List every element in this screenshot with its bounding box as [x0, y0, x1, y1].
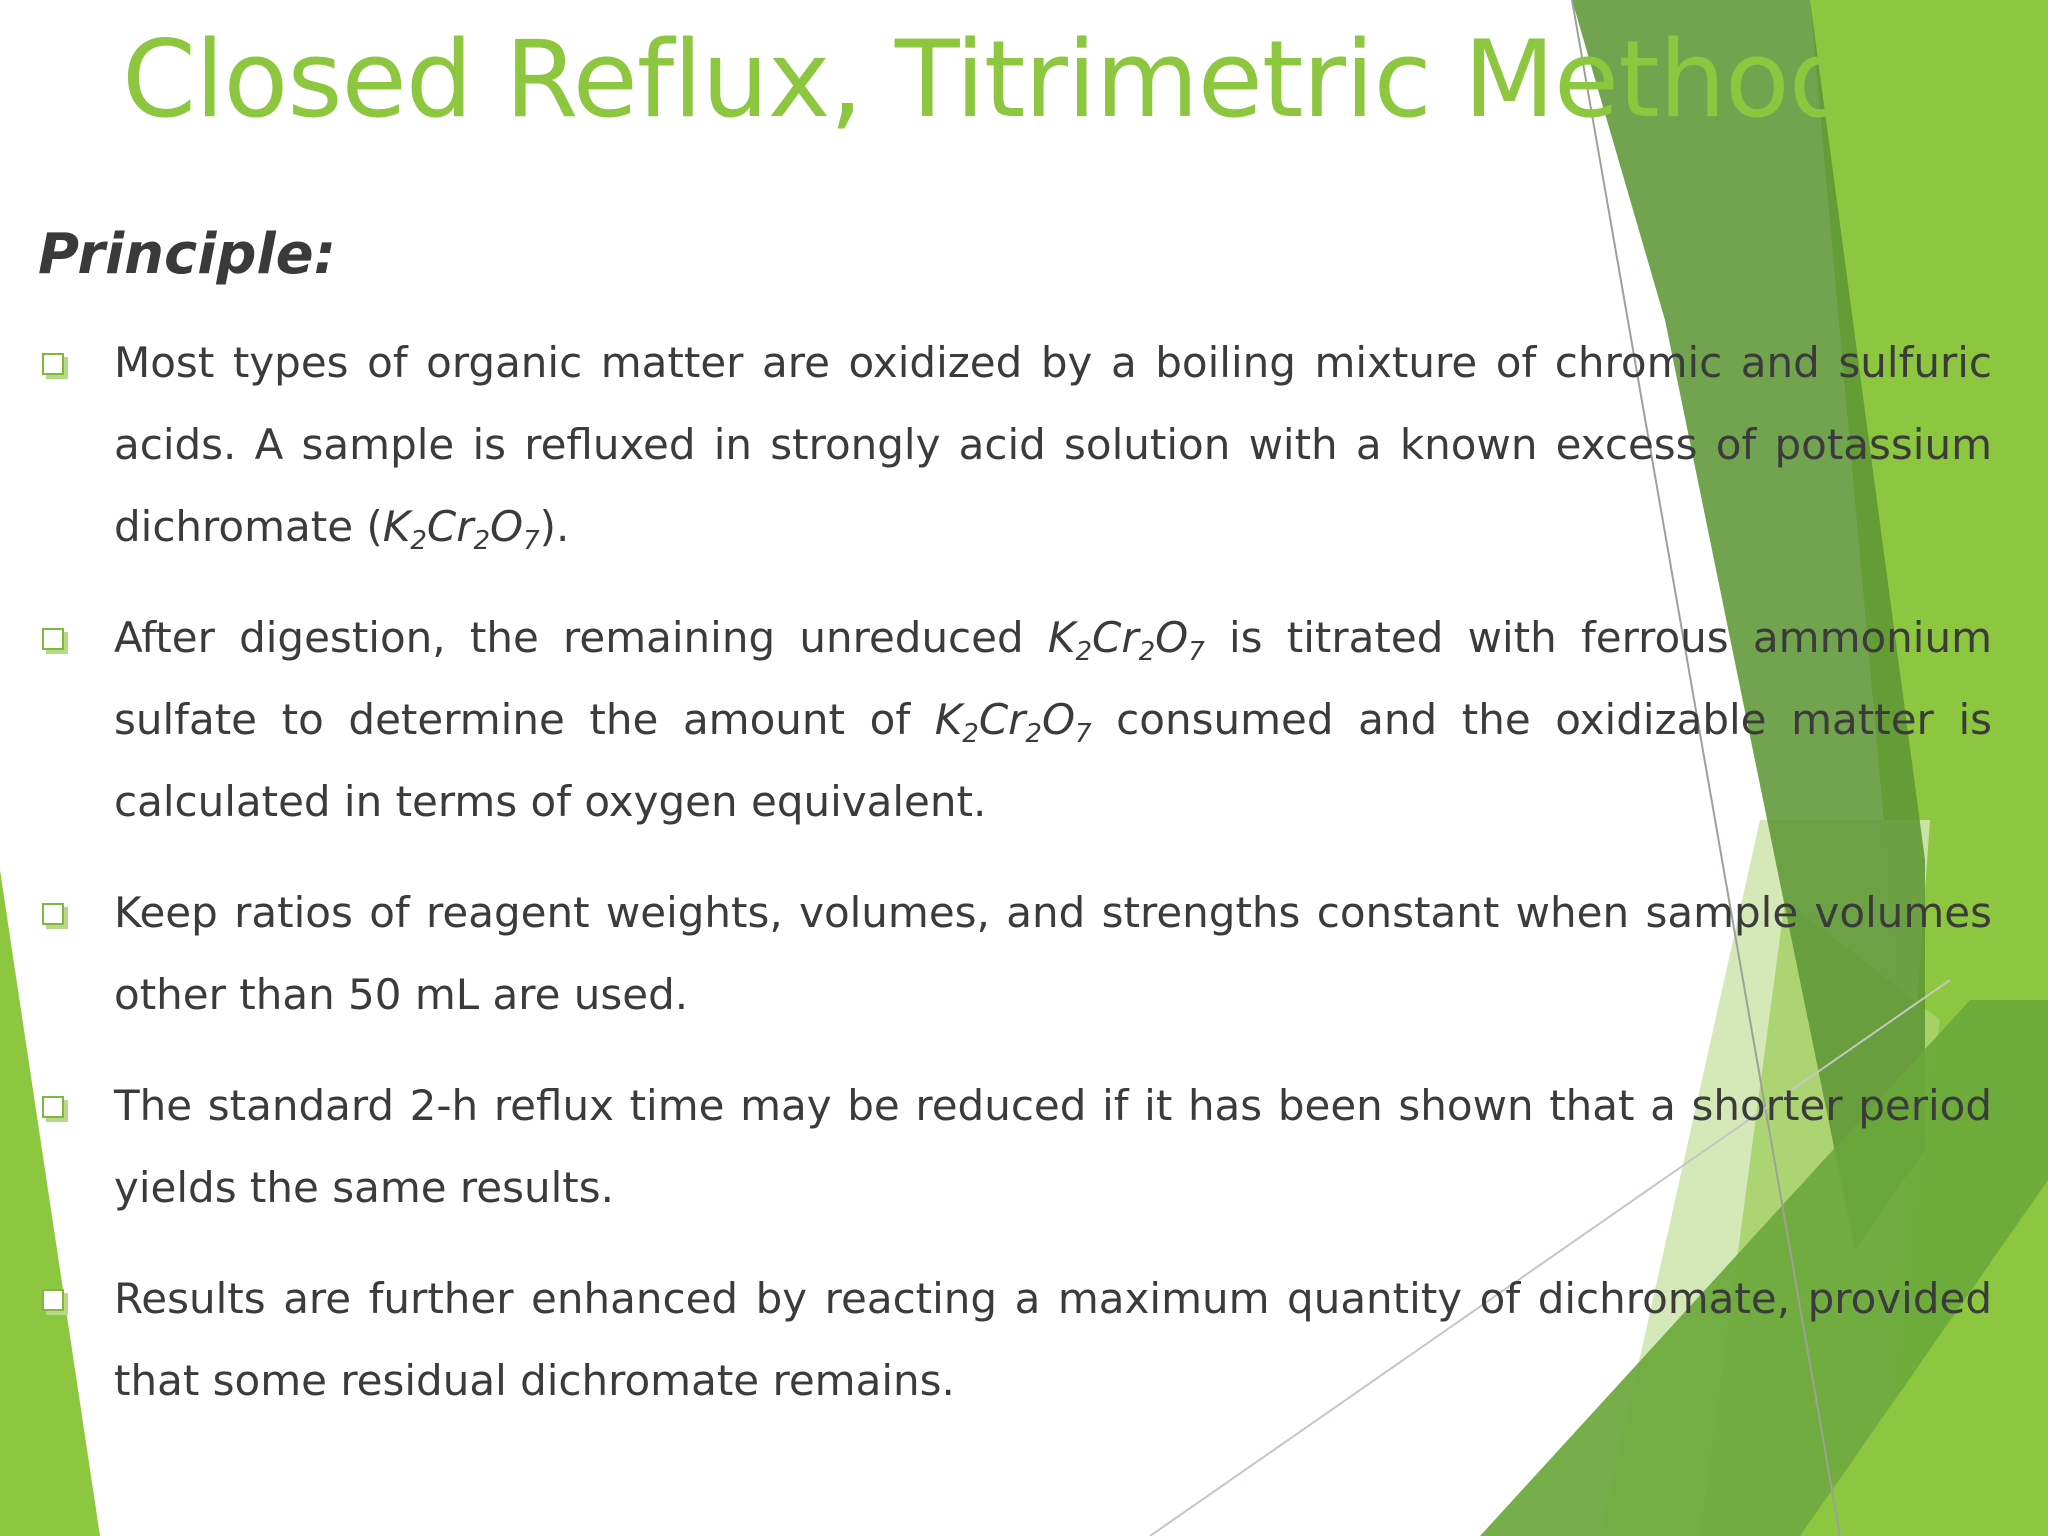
square-bullet-icon — [42, 1289, 64, 1311]
principle-item-reflux-time — [38, 1065, 1992, 1229]
item-text: Results are further enhanced by reacting a maximum quantity of dichromate, provided that some residual dichromate remains. — [114, 1274, 1992, 1405]
square-bullet-icon — [42, 628, 64, 650]
principle-list — [38, 322, 1992, 1451]
potassium-dichromate-formula: $K_2Cr_2O_7$ — [382, 502, 540, 556]
square-bullet-icon — [42, 353, 64, 375]
item-text-end: ). — [539, 502, 570, 551]
principle-item-oxidation — [38, 322, 1992, 568]
item-text-middle: is titrated with ferrous ammonium sulfate to determine the amount of — [114, 613, 1992, 744]
item-text: Keep ratios of reagent weights, volumes, and strengths constant when sample volumes other than 50 mL are used. — [114, 888, 1992, 1019]
principle-item-ratios — [38, 872, 1992, 1036]
principle-item-results — [38, 1258, 1992, 1422]
principle-heading: Principle: — [38, 222, 337, 287]
square-bullet-icon — [42, 903, 64, 925]
item-text-end: consumed and the oxidizable matter is calculated in terms of oxygen equivalent. — [114, 695, 1992, 826]
item-text: The standard 2-h reflux time may be reduced if it has been shown that a shorter period yields the same results. — [114, 1081, 1992, 1212]
slide-title: Closed Reflux, Titrimetric Method — [122, 18, 1856, 141]
item-text: Most types of organic matter are oxidized by a boiling mixture of chromic and sulfuric acids. A sample is refluxed in strongly acid solution with a known excess of potassium dichromate ( — [114, 338, 1992, 551]
square-bullet-icon — [42, 1096, 64, 1118]
potassium-dichromate-formula: $K_2Cr_2O_7$ — [934, 695, 1092, 749]
principle-item-titration — [38, 597, 1992, 843]
item-text: After digestion, the remaining unreduced — [114, 613, 1048, 662]
potassium-dichromate-formula: $K_2Cr_2O_7$ — [1047, 613, 1205, 667]
